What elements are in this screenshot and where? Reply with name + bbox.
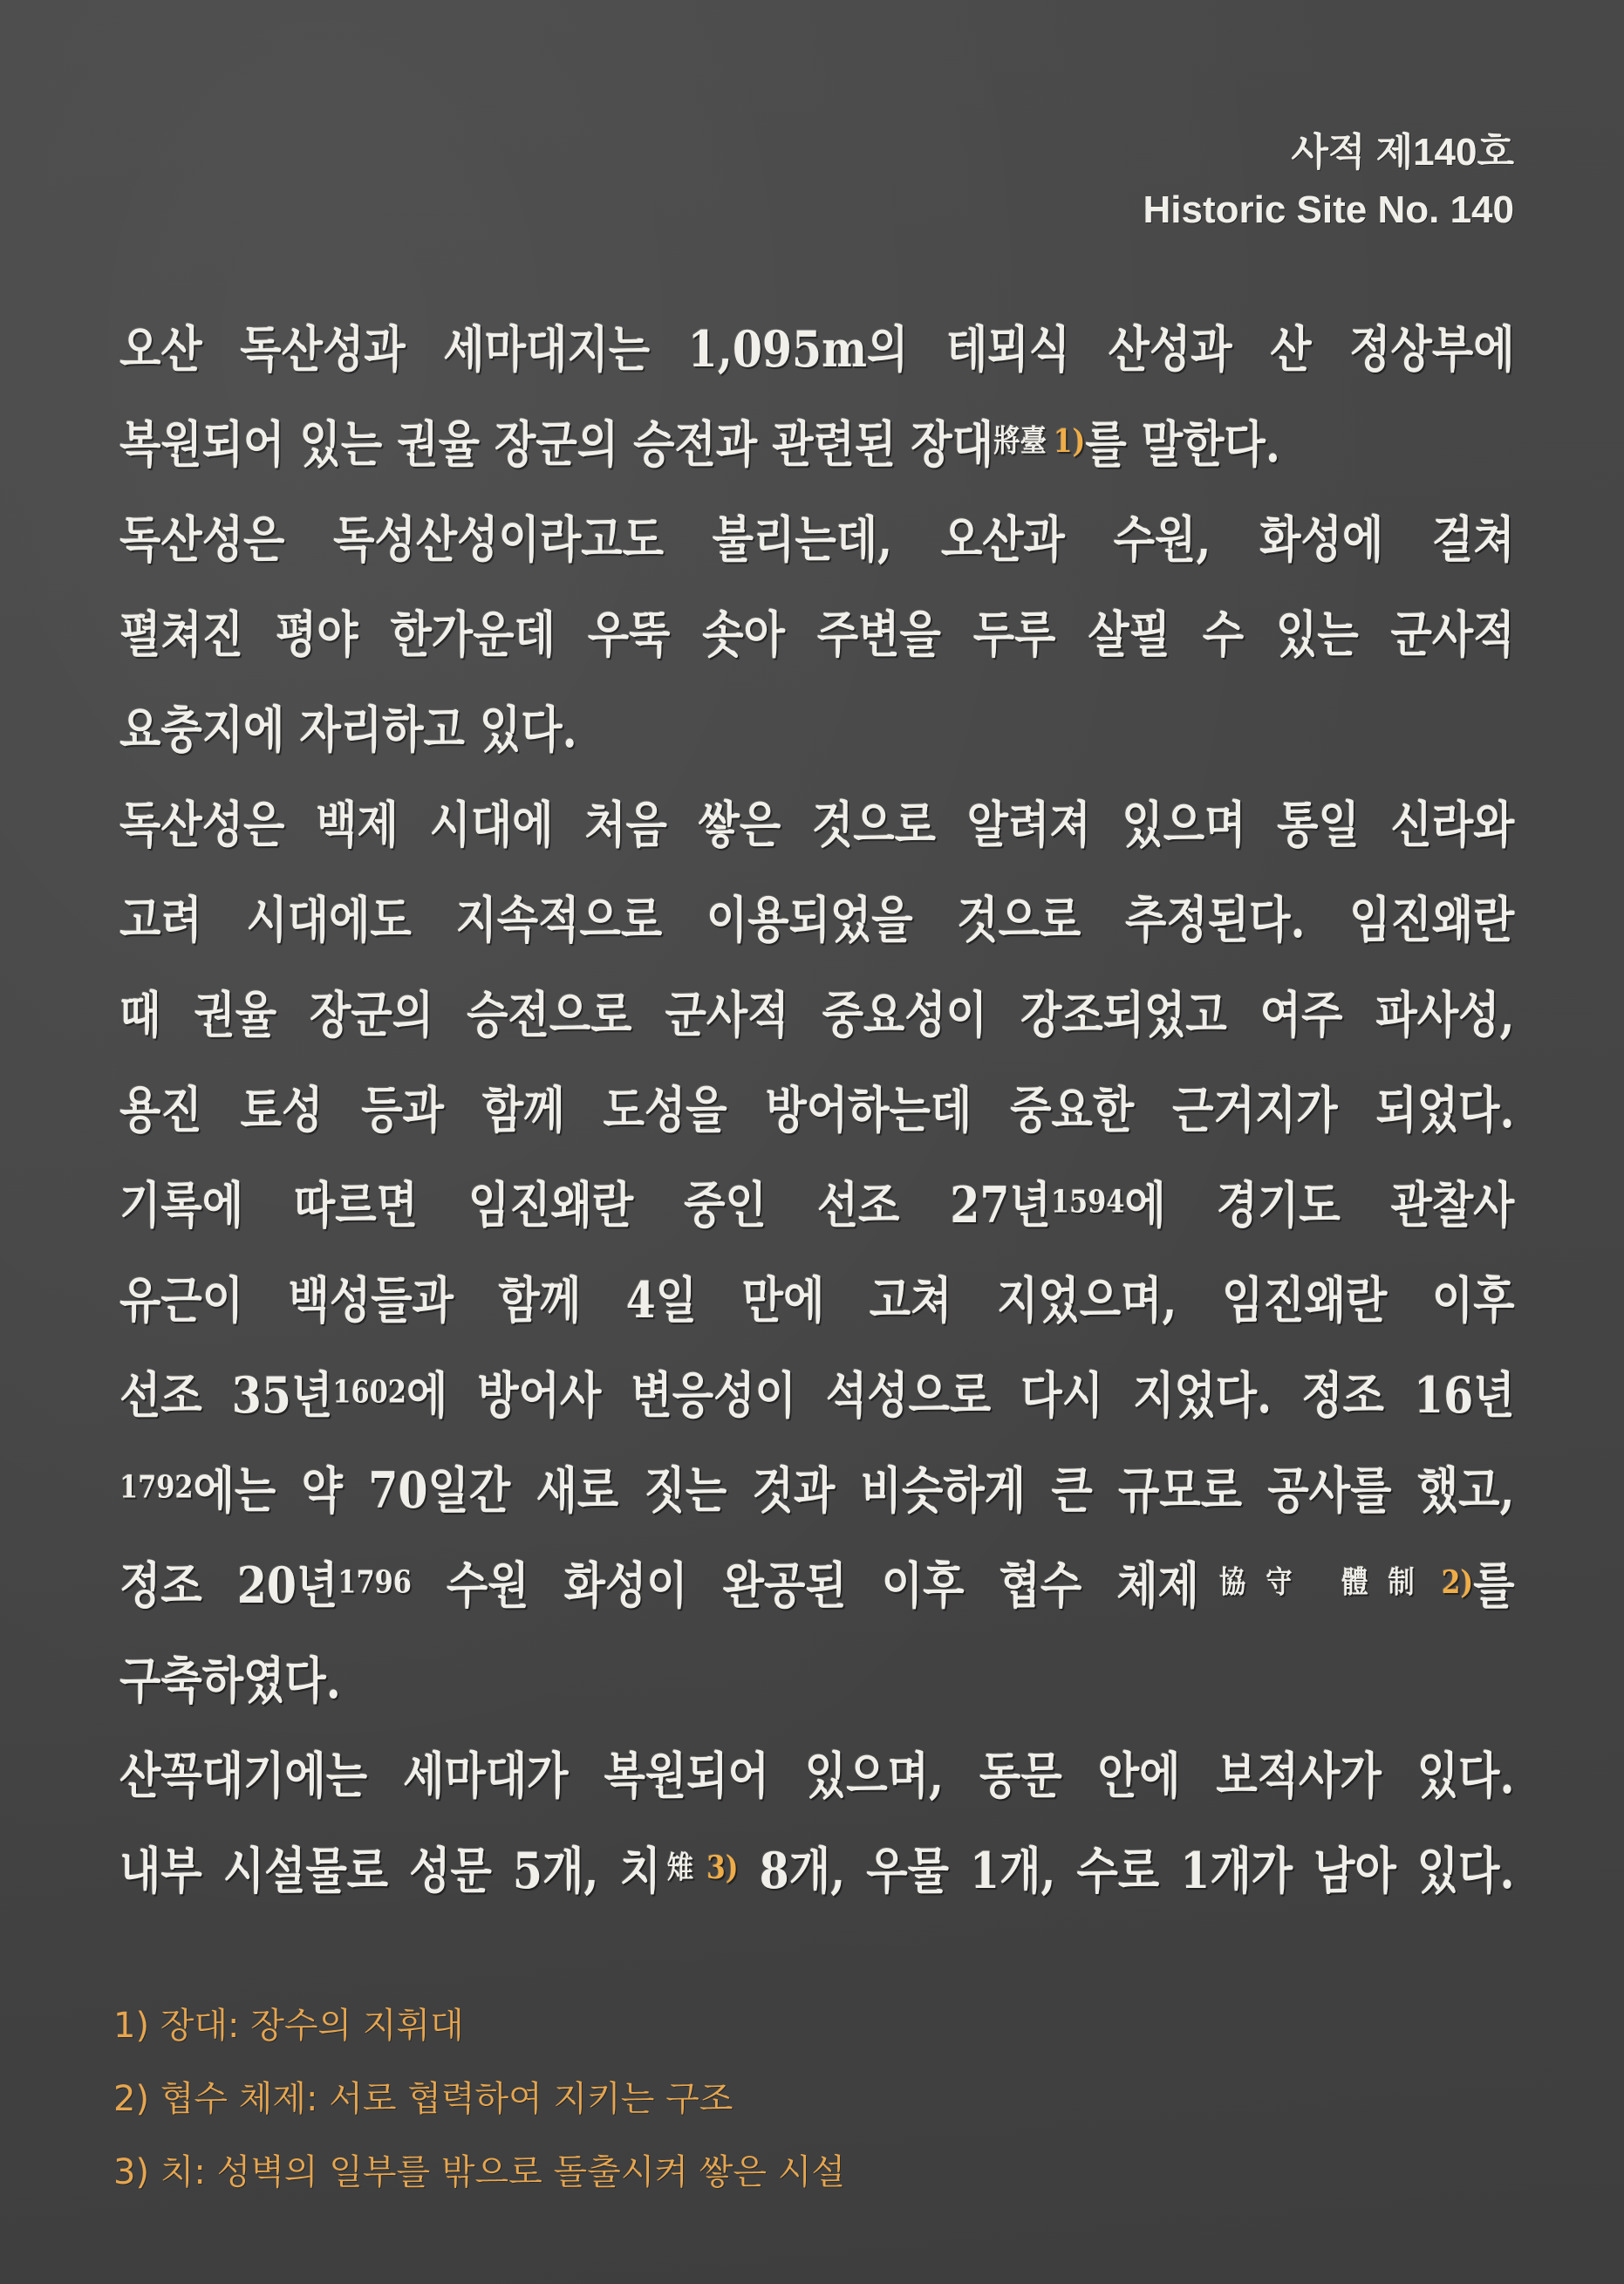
footnote-marker: 2) bbox=[1441, 1563, 1474, 1602]
footnotes bbox=[113, 1989, 845, 2209]
year-annotation: 1792 bbox=[119, 1469, 194, 1506]
year-annotation: 1796 bbox=[338, 1564, 412, 1601]
body-text-segment: 유근이 백성들과 함께 4일 만에 고쳐 지었으며, 임진왜란 이후 bbox=[119, 1271, 1515, 1330]
body-line bbox=[119, 872, 1515, 968]
body-line bbox=[119, 302, 1515, 397]
year-annotation: 1594 bbox=[1050, 1184, 1125, 1221]
body-line bbox=[119, 1063, 1515, 1158]
body-text-segment: 기록에 따르면 임진왜란 중인 선조 27년 bbox=[119, 1176, 1051, 1234]
body-text-segment: 내부 시설물로 성문 5개, 치 bbox=[119, 1842, 661, 1900]
body-line bbox=[119, 1823, 1515, 1918]
body-line bbox=[119, 1158, 1515, 1253]
body-line bbox=[119, 1348, 1515, 1443]
body-line bbox=[119, 777, 1515, 872]
body-text-segment: 8개, 우물 1개, 수로 1개가 남아 있다. bbox=[738, 1842, 1515, 1900]
footnote-item: 2) 협수 체제: 서로 협력하여 지키는 구조 bbox=[113, 2079, 734, 2119]
body-text-segment: 를 bbox=[1473, 1556, 1515, 1615]
footnote-item: 1) 장대: 장수의 지휘대 bbox=[113, 2006, 464, 2046]
body-text-segment: 용진 토성 등과 함께 도성을 방어하는데 중요한 근거지가 되었다. bbox=[119, 1081, 1515, 1139]
body-text-segment: 에 방어사 변응성이 석성으로 다시 지었다. 정조 16년 bbox=[406, 1366, 1515, 1425]
body-text-segment: 오산 독산성과 세마대지는 1,095m의 테뫼식 산성과 산 정상부에 bbox=[119, 320, 1515, 379]
body-line bbox=[119, 492, 1515, 587]
year-annotation: 1602 bbox=[332, 1374, 406, 1411]
body-text-segment: 독산성은 백제 시대에 처음 쌓은 것으로 알려져 있으며 통일 신라와 bbox=[119, 796, 1515, 854]
body-text-segment: 펼쳐진 평야 한가운데 우뚝 솟아 주변을 두루 살필 수 있는 군사적 bbox=[119, 605, 1515, 664]
body-line bbox=[119, 682, 1515, 777]
body-line bbox=[119, 397, 1515, 492]
body-line bbox=[119, 1633, 1515, 1728]
body-line bbox=[119, 1538, 1515, 1633]
body-text-segment: 정조 20년 bbox=[119, 1556, 338, 1615]
body-line bbox=[119, 587, 1515, 682]
body-text-segment: 를 말한다. bbox=[1085, 415, 1280, 474]
site-designation bbox=[1143, 124, 1514, 239]
body-line bbox=[119, 1253, 1515, 1348]
footnote-item: 3) 치: 성벽의 일부를 밖으로 돌출시켜 쌓은 시설 bbox=[113, 2152, 846, 2192]
hanja-annotation: 協守 體制 bbox=[1198, 1564, 1435, 1601]
body-text-segment: 구축하였다. bbox=[119, 1651, 341, 1710]
body-text-segment: 선조 35년 bbox=[119, 1366, 333, 1425]
footnote-marker: 3) bbox=[706, 1849, 739, 1887]
body-text-segment: 독산성은 독성산성이라고도 불리는데, 오산과 수원, 화성에 걸쳐 bbox=[119, 510, 1515, 569]
body-line bbox=[119, 1443, 1515, 1538]
body-line bbox=[119, 968, 1515, 1063]
body-text-segment: 복원되어 있는 권율 장군의 승전과 관련된 장대 bbox=[119, 415, 994, 474]
hanja-annotation: 將臺 bbox=[993, 423, 1047, 460]
body-text-segment: 고려 시대에도 지속적으로 이용되었을 것으로 추정된다. 임진왜란 bbox=[119, 891, 1515, 949]
body-text-segment: 에는 약 70일간 새로 짓는 것과 비슷하게 큰 규모로 공사를 했고, bbox=[193, 1461, 1515, 1520]
body-text-segment: 요충지에 자리하고 있다. bbox=[119, 701, 577, 759]
description-text bbox=[119, 302, 1515, 1918]
hanja-annotation: 雉 bbox=[660, 1850, 700, 1886]
footnote-marker: 1) bbox=[1053, 422, 1086, 461]
body-text-segment: 수원 화성이 완공된 이후 협수 체제 bbox=[411, 1556, 1199, 1615]
designation-english: Historic Site No. 140 bbox=[1143, 188, 1514, 231]
body-line bbox=[119, 1728, 1515, 1823]
body-text-segment: 산꼭대기에는 세마대가 복원되어 있으며, 동문 안에 보적사가 있다. bbox=[119, 1747, 1515, 1805]
body-text-segment: 에 경기도 관찰사 bbox=[1124, 1176, 1515, 1234]
designation-korean: 사적 제140호 bbox=[1291, 131, 1514, 174]
body-text-segment: 때 권율 장군의 승전으로 군사적 중요성이 강조되었고 여주 파사성, bbox=[119, 986, 1515, 1044]
